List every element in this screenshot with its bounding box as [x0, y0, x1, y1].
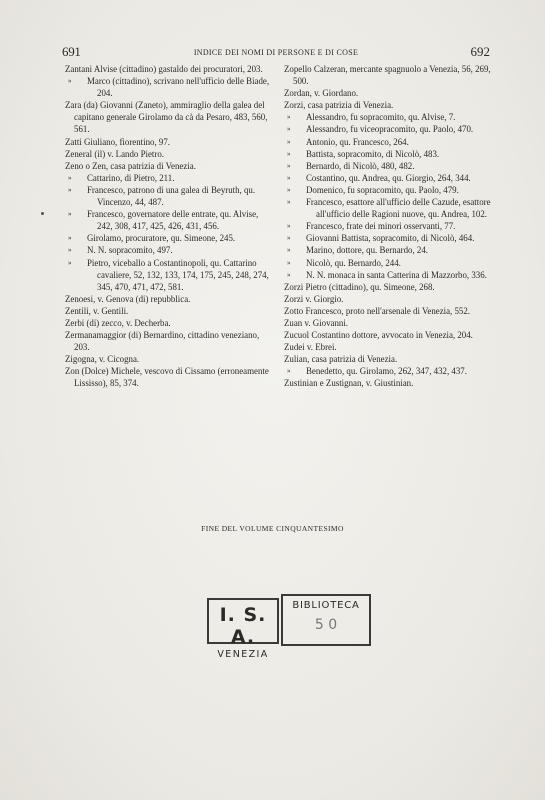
index-subentry — [65, 232, 275, 244]
index-entry: Zon (Dolce) Michele, vescovo di Cissamo (erroneamente Lississo), 85, 374. — [65, 366, 269, 389]
ditto-mark: » — [287, 125, 291, 134]
index-entry: Zara (da) Giovanni (Zaneto), ammiraglio della galea del capitano generale Girolamo da cà da Pesaro, 483, 560, 561. — [65, 100, 268, 135]
index-entry: Zotto Francesco, proto nell'arsenale di Venezia, 552. — [284, 305, 471, 316]
ditto-mark: » — [287, 161, 291, 170]
index-subentry-text: Francesco, governatore delle entrate, qu. Alvise, 242, 308, 417, 425, 426, 431, 456. — [87, 209, 259, 232]
index-subentry — [284, 365, 496, 377]
index-subentry-text: Pietro, viceballo a Costantinopoli, qu. Cattarino cavaliere, 52, 132, 133, 174, 175, 245, 248, 274, 345, 470, 471, 472, 581. — [87, 257, 269, 292]
ditto-mark: » — [68, 210, 72, 219]
index-subentry-text: Marco (cittadino), scrivano nell'ufficio delle Biade, 204. — [87, 76, 270, 99]
index-subentry-text: Francesco, esattore all'ufficio delle Cazude, esattore all'ufficio delle Ragioni nuove, qu. Andrea, 102. — [306, 197, 491, 220]
index-entry: Zerbi (di) zecco, v. Decherba. — [65, 317, 171, 328]
index-subentry-text: Marino, dottore, qu. Bernardo, 24. — [306, 245, 429, 256]
end-of-volume-note: FINE DEL VOLUME CINQUANTESIMO — [201, 524, 344, 533]
index-subentry — [284, 196, 496, 220]
index-subentry-text: Francesco, patrono di una galea di Beyruth, qu. Vincenzo, 44, 487. — [87, 184, 256, 208]
ditto-mark: » — [287, 113, 291, 122]
ditto-mark: » — [68, 173, 72, 182]
index-subentry-text: Nicolò, qu. Bernardo, 244. — [306, 257, 401, 268]
index-entry: Zorzi, casa patrizia di Venezia. — [284, 100, 394, 111]
ditto-mark: » — [287, 246, 291, 255]
index-entry: Zordan, v. Giordano. — [284, 88, 359, 99]
ditto-mark: » — [287, 173, 291, 182]
index-entry: Zudei v. Ebrei. — [284, 342, 337, 353]
index-subentry — [284, 172, 496, 184]
index-subentry-text: Domenico, fu sopracomito, qu. Paolo, 479. — [306, 184, 459, 195]
index-subentry-text: Girolamo, procuratore, qu. Simeone, 245. — [87, 233, 236, 244]
ditto-mark: » — [287, 367, 291, 376]
page-header — [62, 44, 490, 60]
index-entry: Zuan v. Giovanni. — [284, 317, 349, 328]
index-subentry — [284, 148, 496, 160]
isa-venezia-stamp — [207, 598, 279, 660]
ditto-mark: » — [287, 137, 291, 146]
index-column-left — [65, 63, 275, 390]
index-subentry — [284, 123, 496, 135]
index-subentry — [284, 232, 496, 244]
index-subentry-text: Costantino, qu. Andrea, qu. Giorgio, 264, 344. — [306, 172, 471, 183]
index-subentry-text: Battista, sopracomito, di Nicolò, 483. — [306, 148, 440, 159]
index-entry: Zulian, casa patrizia di Venezia. — [284, 354, 398, 365]
index-entry: Zigogna, v. Cicogna. — [65, 354, 140, 365]
ditto-mark: » — [68, 234, 72, 243]
index-subentry-text: Alessandro, fu viceopracomito, qu. Paolo, 470. — [306, 124, 474, 135]
ditto-mark: » — [287, 198, 291, 207]
page-number-left: 691 — [62, 44, 81, 59]
ditto-mark: » — [287, 222, 291, 231]
index-subentry-text: Giovanni Battista, sopracomito, di Nicolò, 464. — [306, 233, 475, 244]
index-subentry — [65, 257, 275, 293]
index-entry: Zopello Calzeran, mercante spagnuolo a Venezia, 56, 269, 500. — [284, 64, 491, 87]
index-subentry — [284, 160, 496, 172]
index-subentry — [284, 184, 496, 196]
biblioteca-stamp-number: 5 0 — [314, 617, 338, 633]
index-subentry — [284, 257, 496, 269]
ditto-mark: » — [287, 149, 291, 158]
index-entry: Zucuol Costantino dottore, avvocato in Venezia, 204. — [284, 330, 473, 341]
index-subentry — [65, 75, 275, 99]
index-subentry — [65, 184, 275, 208]
biblioteca-stamp-label: BIBLIOTECA — [292, 600, 360, 611]
ditto-mark: » — [287, 234, 291, 243]
running-title: INDICE DEI NOMI DI PERSONE E DI COSE — [193, 48, 359, 57]
page-number-right: 692 — [470, 44, 490, 59]
index-entry: Zorzi v. Giorgio. — [284, 293, 344, 304]
index-subentry-text: Alessandro, fu sopracomito, qu. Alvise, 7. — [306, 112, 456, 123]
margin-speck — [41, 212, 44, 215]
biblioteca-stamp — [281, 594, 371, 646]
index-subentry-text: N. N. sopracomito, 497. — [87, 245, 173, 256]
index-subentry-text: Francesco, frate dei minori osservanti, 77. — [306, 221, 456, 232]
index-entry: Zentili, v. Gentili. — [65, 305, 129, 316]
index-subentry — [65, 244, 275, 256]
ditto-mark: » — [287, 185, 291, 194]
index-subentry-text: Antonio, qu. Francesco, 264. — [306, 136, 409, 147]
index-entry: Zeneral (il) v. Lando Pietro. — [65, 148, 164, 159]
index-column-right — [284, 63, 496, 390]
ditto-mark: » — [287, 270, 291, 279]
index-subentry — [284, 220, 496, 232]
index-subentry — [284, 269, 496, 281]
index-subentry — [65, 208, 275, 232]
index-subentry — [284, 111, 496, 123]
index-entry: Zantani Alvise (cittadino) gastaldo dei procuratori, 203. — [65, 64, 263, 74]
ditto-mark: » — [68, 258, 72, 267]
index-subentry-text: Cattarino, di Pietro, 211. — [87, 172, 175, 183]
ditto-mark: » — [68, 77, 72, 86]
index-subentry — [284, 244, 496, 256]
ditto-mark: » — [68, 246, 72, 255]
index-subentry — [284, 136, 496, 148]
index-subentry-text: Benedetto, qu. Girolamo, 262, 347, 432, 437. — [306, 366, 467, 377]
ditto-mark: » — [287, 258, 291, 267]
index-subentry — [65, 172, 275, 184]
isa-stamp-line1: I. S. A. — [219, 604, 267, 648]
index-entry: Zorzi Pietro (cittadino), qu. Simeone, 268. — [284, 281, 435, 292]
index-entry: Zenoesi, v. Genova (di) repubblica. — [65, 293, 191, 304]
index-subentry-text: Bernardo, di Nicolò, 480, 482. — [306, 160, 415, 171]
index-entry: Zatti Giuliano, fiorentino, 97. — [65, 136, 171, 147]
isa-stamp-line2: VENEZIA — [217, 649, 269, 660]
index-entry: Zermanamaggior (di) Bernardino, cittadino veneziano, 203. — [65, 330, 260, 353]
ditto-mark: » — [68, 185, 72, 194]
index-entry: Zustinian e Zustignan, v. Giustinian. — [284, 378, 414, 389]
index-subentry-text: N. N. monaca in santa Catterina di Mazzorbo, 336. — [306, 269, 487, 280]
index-entry: Zeno o Zen, casa patrizia di Venezia. — [65, 160, 196, 171]
